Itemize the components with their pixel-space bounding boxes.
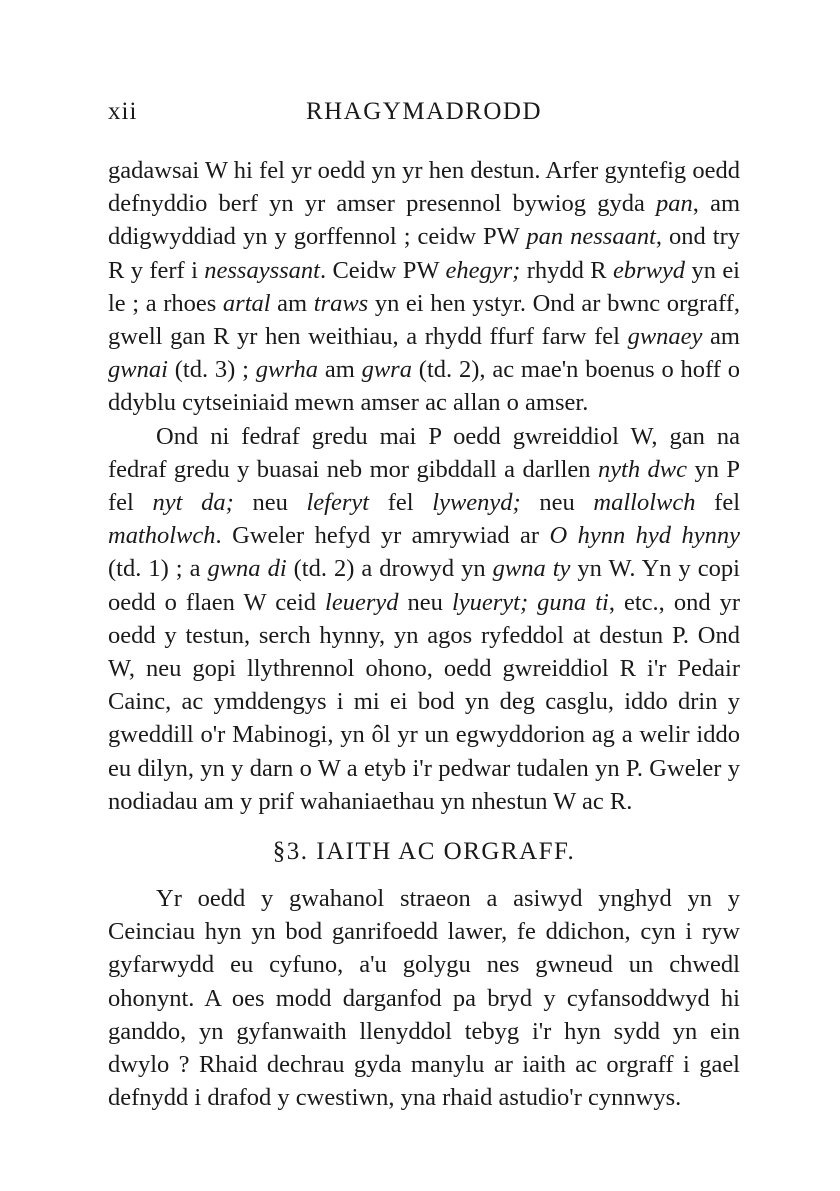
text-run: . Ceidw PW (319, 256, 446, 284)
italic-term: gwna ty (492, 555, 571, 583)
italic-term: gwna di (207, 555, 287, 583)
text-run: rhydd R (520, 256, 613, 284)
text-run: am (702, 323, 740, 351)
text-run: neu (398, 588, 452, 616)
italic-term: ebrwyd (612, 256, 686, 284)
italic-term: gwrha (255, 356, 318, 384)
running-head (108, 92, 740, 132)
italic-term: O hynn hyd hynny (549, 522, 740, 550)
italic-term: gwnai (108, 356, 168, 384)
text-run: (td. 1) ; a (108, 555, 208, 583)
body-text (108, 154, 740, 1114)
italic-term: gwnaey (627, 323, 703, 351)
italic-term: leueryd (325, 588, 399, 616)
text-run: yn P fel (108, 455, 740, 517)
italic-term: matholwch (108, 522, 216, 550)
italic-term: guna ti (537, 588, 609, 616)
italic-term: ehegyr; (445, 256, 521, 284)
text-run: neu (520, 489, 594, 517)
italic-term: nyt da; (152, 489, 234, 517)
text-run: yn W. Yn y copi oedd o flaen W ceid (108, 555, 740, 616)
text-run: am (317, 356, 362, 384)
paragraph (108, 882, 740, 1114)
book-page (108, 92, 740, 1114)
text-run: , am ddigwyddiad yn y gorffennol ; ceidw PW (108, 190, 741, 251)
text-run: yn ei le ; a rhoes (108, 256, 740, 317)
running-title: RHAGYMADRODD (305, 98, 543, 125)
page-number: xii (108, 98, 138, 125)
italic-term: mallolwch (593, 489, 696, 517)
italic-term: pan nessaant (526, 223, 656, 251)
text-run: (td. 2) a drowyd yn (286, 555, 493, 583)
italic-term: gwra (361, 356, 412, 384)
text-run: fel (369, 489, 433, 517)
paragraph (108, 420, 740, 818)
text-run: Yr oedd y gwahanol straeon a asiwyd ynghyd yn y Ceinciau hyn yn bod ganrifoedd lawer, fe ddichon, cyn i ryw gyfarwydd eu cyfuno, a'u golygu nes gwneud un chwedl ohonynt. A oes modd darganfod pa bryd y cyfansoddwyd hi ganddo, yn gyfanwaith llenyddol tebyg i'r hyn sydd yn ein dwylo ? Rhaid dechrau gyda manylu ar iaith ac orgraff i gael defnydd i drafod y cwestiwn, yna rhaid astudio'r cynnwys. (108, 885, 740, 1112)
text-run: , etc., ond yr oedd y testun, serch hynny, yn agos ryfeddol at destun P. Ond W, neu gopi llythrennol ohono, oedd gwreiddiol R i'r Pedair Cainc, ac ymddengys i mi ei bod yn deg casglu, iddo drin y gweddill o'r Mabinogi, yn ôl yr un egwyddorion ag a welir iddo eu dilyn, yn y darn o W a etyb i'r pedwar tudalen yn P. Gweler y nodiadau am y prif wahaniaethau yn nhestun W ac R. (108, 588, 741, 815)
italic-term: nessayssant (204, 256, 320, 284)
italic-term: lywenyd; (432, 489, 521, 517)
text-run: Ond ni fedraf gredu mai P oedd gwreiddiol W, gan na fedraf gredu y buasai neb mor gibddall a darllen (108, 422, 740, 483)
text-run: neu (233, 489, 307, 517)
italic-term: leferyt (306, 489, 370, 517)
text-run: . Gweler hefyd yr amrywiad ar (215, 522, 550, 550)
section-heading (108, 832, 740, 872)
italic-term: lyueryt; (451, 588, 529, 616)
text-run: (td. 2), ac mae'n boenus o hoff o ddyblu cytseiniaid mewn amser ac allan o amser. (108, 356, 740, 417)
italic-term: artal (222, 289, 271, 317)
italic-term: pan (656, 190, 693, 218)
text-run: , ond try R y ferf i (108, 223, 740, 284)
text-run: fel (695, 489, 741, 517)
text-run: gadawsai W hi fel yr oedd yn yr hen destun. Arfer gyntefig oedd defnyddio berf yn yr amser presennol bywiog gyda (108, 157, 740, 218)
text-run: (td. 3) ; (167, 356, 256, 384)
italic-term: traws (313, 289, 369, 317)
paragraph (108, 154, 740, 420)
text-run: yn ei hen ystyr. Ond ar bwnc orgraff, gwell gan R yr hen weithiau, a rhydd ffurf farw fel (108, 289, 741, 351)
text-run: §3. IAITH AC ORGRAFF. (272, 838, 576, 866)
text-run (528, 589, 537, 616)
italic-term: nyth dwc (597, 455, 688, 483)
text-run: am (270, 289, 314, 317)
